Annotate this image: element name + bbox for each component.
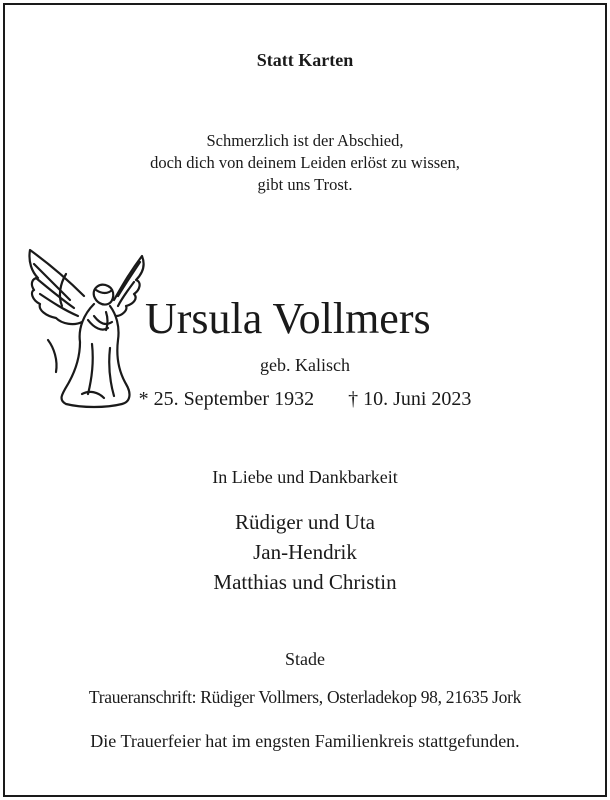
verse-line-1: Schmerzlich ist der Abschied,: [206, 131, 404, 150]
life-dates: [0, 388, 610, 411]
birth-name: geb. Kalisch: [260, 355, 350, 375]
verse-line-3: gibt uns Trost.: [257, 175, 353, 194]
place: Stade: [285, 649, 325, 669]
verse: [0, 130, 610, 196]
header-statt-karten: Statt Karten: [256, 50, 354, 70]
mourner-2: Jan-Hendrik: [253, 540, 357, 564]
mourning-address: Traueranschrift: Rüdiger Vollmers, Osterladekop 98, 21635 Jork: [88, 687, 522, 707]
mourners-list: [0, 507, 610, 597]
mourner-3: Matthias und Christin: [213, 570, 397, 594]
mourner-1: Rüdiger und Uta: [235, 510, 375, 534]
death-date: † 10. Juni 2023: [348, 388, 472, 410]
deceased-name: Ursula Vollmers: [145, 294, 431, 343]
ceremony-note: Die Trauerfeier hat im engsten Familienkreis stattgefunden.: [90, 731, 520, 751]
verse-line-2: doch dich von deinem Leiden erlöst zu wissen,: [150, 153, 460, 172]
angel-illustration-icon: [22, 244, 158, 412]
birth-date: * 25. September 1932: [138, 388, 315, 410]
thanks-line: In Liebe und Dankbarkeit: [212, 467, 398, 487]
